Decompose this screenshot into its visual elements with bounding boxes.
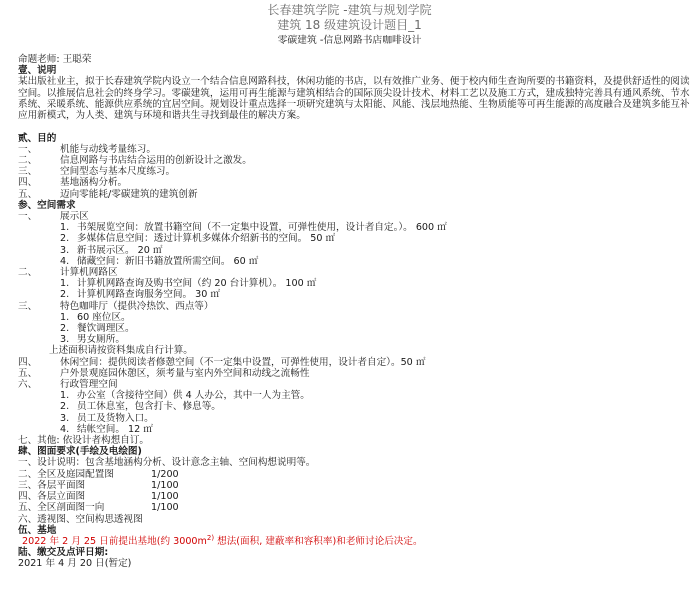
list-item: 四、 休闲空间：提供阅读者修憩空间（不一定集中设置，可弹性使用，设计者自定）。50 ㎡ [18,356,426,368]
list-item: 1. 60 座位区。 [60,311,131,323]
list-item: 4. 储藏空间：新旧书籍放置所需空间。 60 ㎡ [60,255,259,267]
deadline-date: 2021 年 4 月 20 日(暂定) [18,558,132,570]
course-title: 建筑 18 级建筑设计题目_1 [277,18,422,32]
section-title-purpose: 贰、目的 [18,132,57,144]
list-item: 三、 空间型态与基本尺度练习。 [18,166,176,178]
drawing-item: 四、各层立面图 1/100 [18,491,179,503]
list-item: 2. 餐饮调理区。 [60,323,135,335]
list-item: 2. 计算机网路查询服务空间。 30 ㎡ [60,289,221,301]
list-item: 一、 展示区 [18,211,89,223]
drawing-item: 二、全区及庭园配置图 1/200 [18,468,179,480]
section-title-drawings: 肆、图面要求(手绘及电绘图) [18,446,142,458]
list-item: 三、 特色咖啡厅（提供冷热饮、西点等） [18,300,214,312]
note-line: 上述面积请按资料集成自行计算。 [49,345,193,357]
list-item: 4. 结帐空间。 12 ㎡ [60,423,153,435]
list-item: 3. 新书展示区。 20 ㎡ [60,244,163,256]
list-item: 1. 办公室（含接待空间）供 4 人办公，其中一人为主管。 [60,390,310,402]
site-note: 2022 年 2 月 25 日前提出基地(约 $3000m^{2)}$ 想法(面积, 建蔽率和容积率)和老师讨论后决定。 [22,533,423,547]
list-item: 一、 机能与动线考量练习。 [18,143,156,155]
teacher-line: 命题老师: 王聪荣 [18,54,92,65]
list-item: 七、其他: 依设计者构想自订。 [18,435,150,447]
intro-paragraph: 某出版社业主，拟于长春建筑学院内设立一个结合信息网路科技，休闲功能的书店，以有效推广业务、便于校内师生查询所要的书籍资料，及提供舒适性的阅读空间。以推展信息社会的终身学习。零碳建筑，运用可再生能源与建筑相结合的国际顶尖设计技术、材料工艺以及施工方式，建成独特完善具有通风系统、节水系统、采暖系统、能源供应系统的宜居空间。规划设计重点选择一项研究建筑与太阳能、风能、浅层地热能、生物质能等可再生能源的高度融合及建筑多能互补应用新模式，为人类、建筑与环境和谐共生寻找到最佳的解决方案。 [18,76,690,122]
section-title-deadline: 陆、缴交及点评日期: [18,547,109,559]
section-title-space: 参、空间需求 [18,199,76,211]
list-item: 六、 行政管理空间 [18,379,118,391]
drawing-item: 三、各层平面图 1/100 [18,479,179,491]
section-title-intro: 壹、说明 [18,65,57,77]
project-subtitle: 零碳建筑 -信息网路书店咖啡设计 [277,35,422,46]
drawing-item: 五、全区剖面图一向 1/100 [18,502,179,514]
drawing-item: 六、透视图、空间构思透视图 [18,513,143,525]
list-item: 2. 多媒体信息空间：透过计算机多媒体介绍新书的空间。 50 ㎡ [60,233,336,245]
spacer [18,122,690,133]
list-item: 1. 计算机网路查询及购书空间（约 20 台计算机）。 100 ㎡ [60,278,317,290]
list-item: 3. 员工及货物入口。 [60,412,154,424]
school-title: 长春建筑学院 -建筑与规划学院 [267,3,432,17]
list-item: 1. 书架展览空间：放置书籍空间（不一定集中设置，可弹性使用，设计者自定。）。 600 ㎡ [60,222,447,234]
list-item: 二、 计算机网路区 [18,267,118,279]
list-item: 四、 基地涵构分析。 [18,177,128,189]
list-item: 五、 迈向零能耗/零碳建筑的建筑创新 [18,188,198,200]
list-item: 五、 户外景观庭园休憩区，须考量与室内外空间和动线之流畅性 [18,367,310,379]
document-header [0,3,699,33]
list-item: 2. 员工休息室，包含打卡、修息等。 [60,401,221,413]
drawing-item: 一、设计说明：包含基地涵构分析、设计意念主轴、空间构想说明等。 [18,457,316,469]
section-title-site: 伍、基地 [18,524,57,536]
document-body [18,54,690,570]
list-item: 3. 男女厕所。 [60,334,125,346]
list-item: 二、 信息网路与书店结合运用的创新设计之激发。 [18,155,252,166]
